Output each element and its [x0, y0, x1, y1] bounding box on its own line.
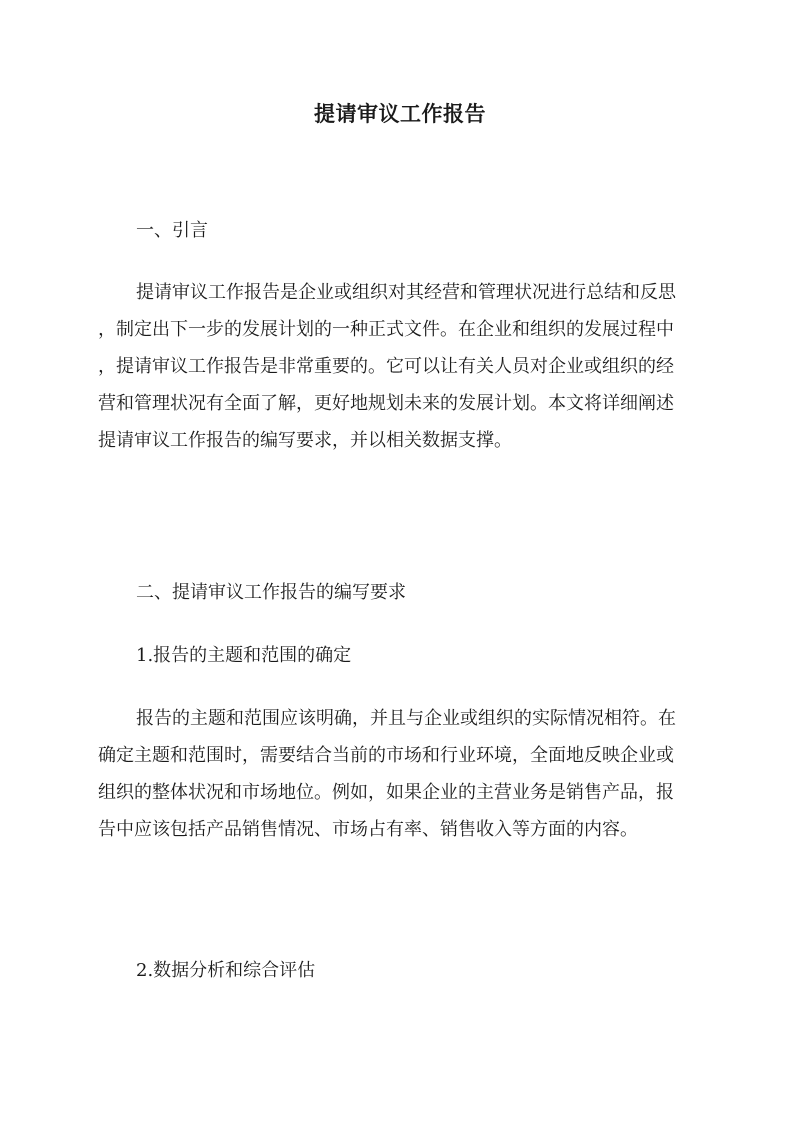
paragraph-line: ，提请审议工作报告是非常重要的。它可以让有关人员对企业或组织的经: [98, 356, 674, 377]
paragraph-line: ，制定出下一步的发展计划的一种正式文件。在企业和组织的发展过程中: [98, 319, 674, 340]
paragraph-line: 提请审议工作报告的编写要求，并以相关数据支撑。: [98, 430, 512, 451]
subsection-heading-data-analysis: 2.数据分析和综合评估: [136, 960, 316, 981]
paragraph-line: 提请审议工作报告是企业或组织对其经营和管理状况进行总结和反思: [136, 282, 676, 303]
subsection-heading-topic-scope: 1.报告的主题和范围的确定: [136, 645, 352, 666]
paragraph-line: 告中应该包括产品销售情况、市场占有率、销售收入等方面的内容。: [98, 819, 638, 840]
paragraph-line: 组织的整体状况和市场地位。例如，如果企业的主营业务是销售产品，报: [98, 782, 674, 803]
section-heading-introduction: 一、引言: [136, 220, 208, 241]
document-title: 提请审议工作报告: [314, 101, 486, 126]
section-heading-writing-requirements: 二、提请审议工作报告的编写要求: [136, 582, 406, 603]
paragraph-line: 确定主题和范围时，需要结合当前的市场和行业环境，全面地反映企业或: [98, 745, 674, 766]
introduction-paragraph: [98, 274, 706, 459]
paragraph-line: 报告的主题和范围应该明确，并且与企业或组织的实际情况相符。在: [136, 708, 676, 729]
topic-scope-paragraph: [98, 700, 706, 848]
paragraph-line: 营和管理状况有全面了解，更好地规划未来的发展计划。本文将详细阐述: [98, 393, 674, 414]
